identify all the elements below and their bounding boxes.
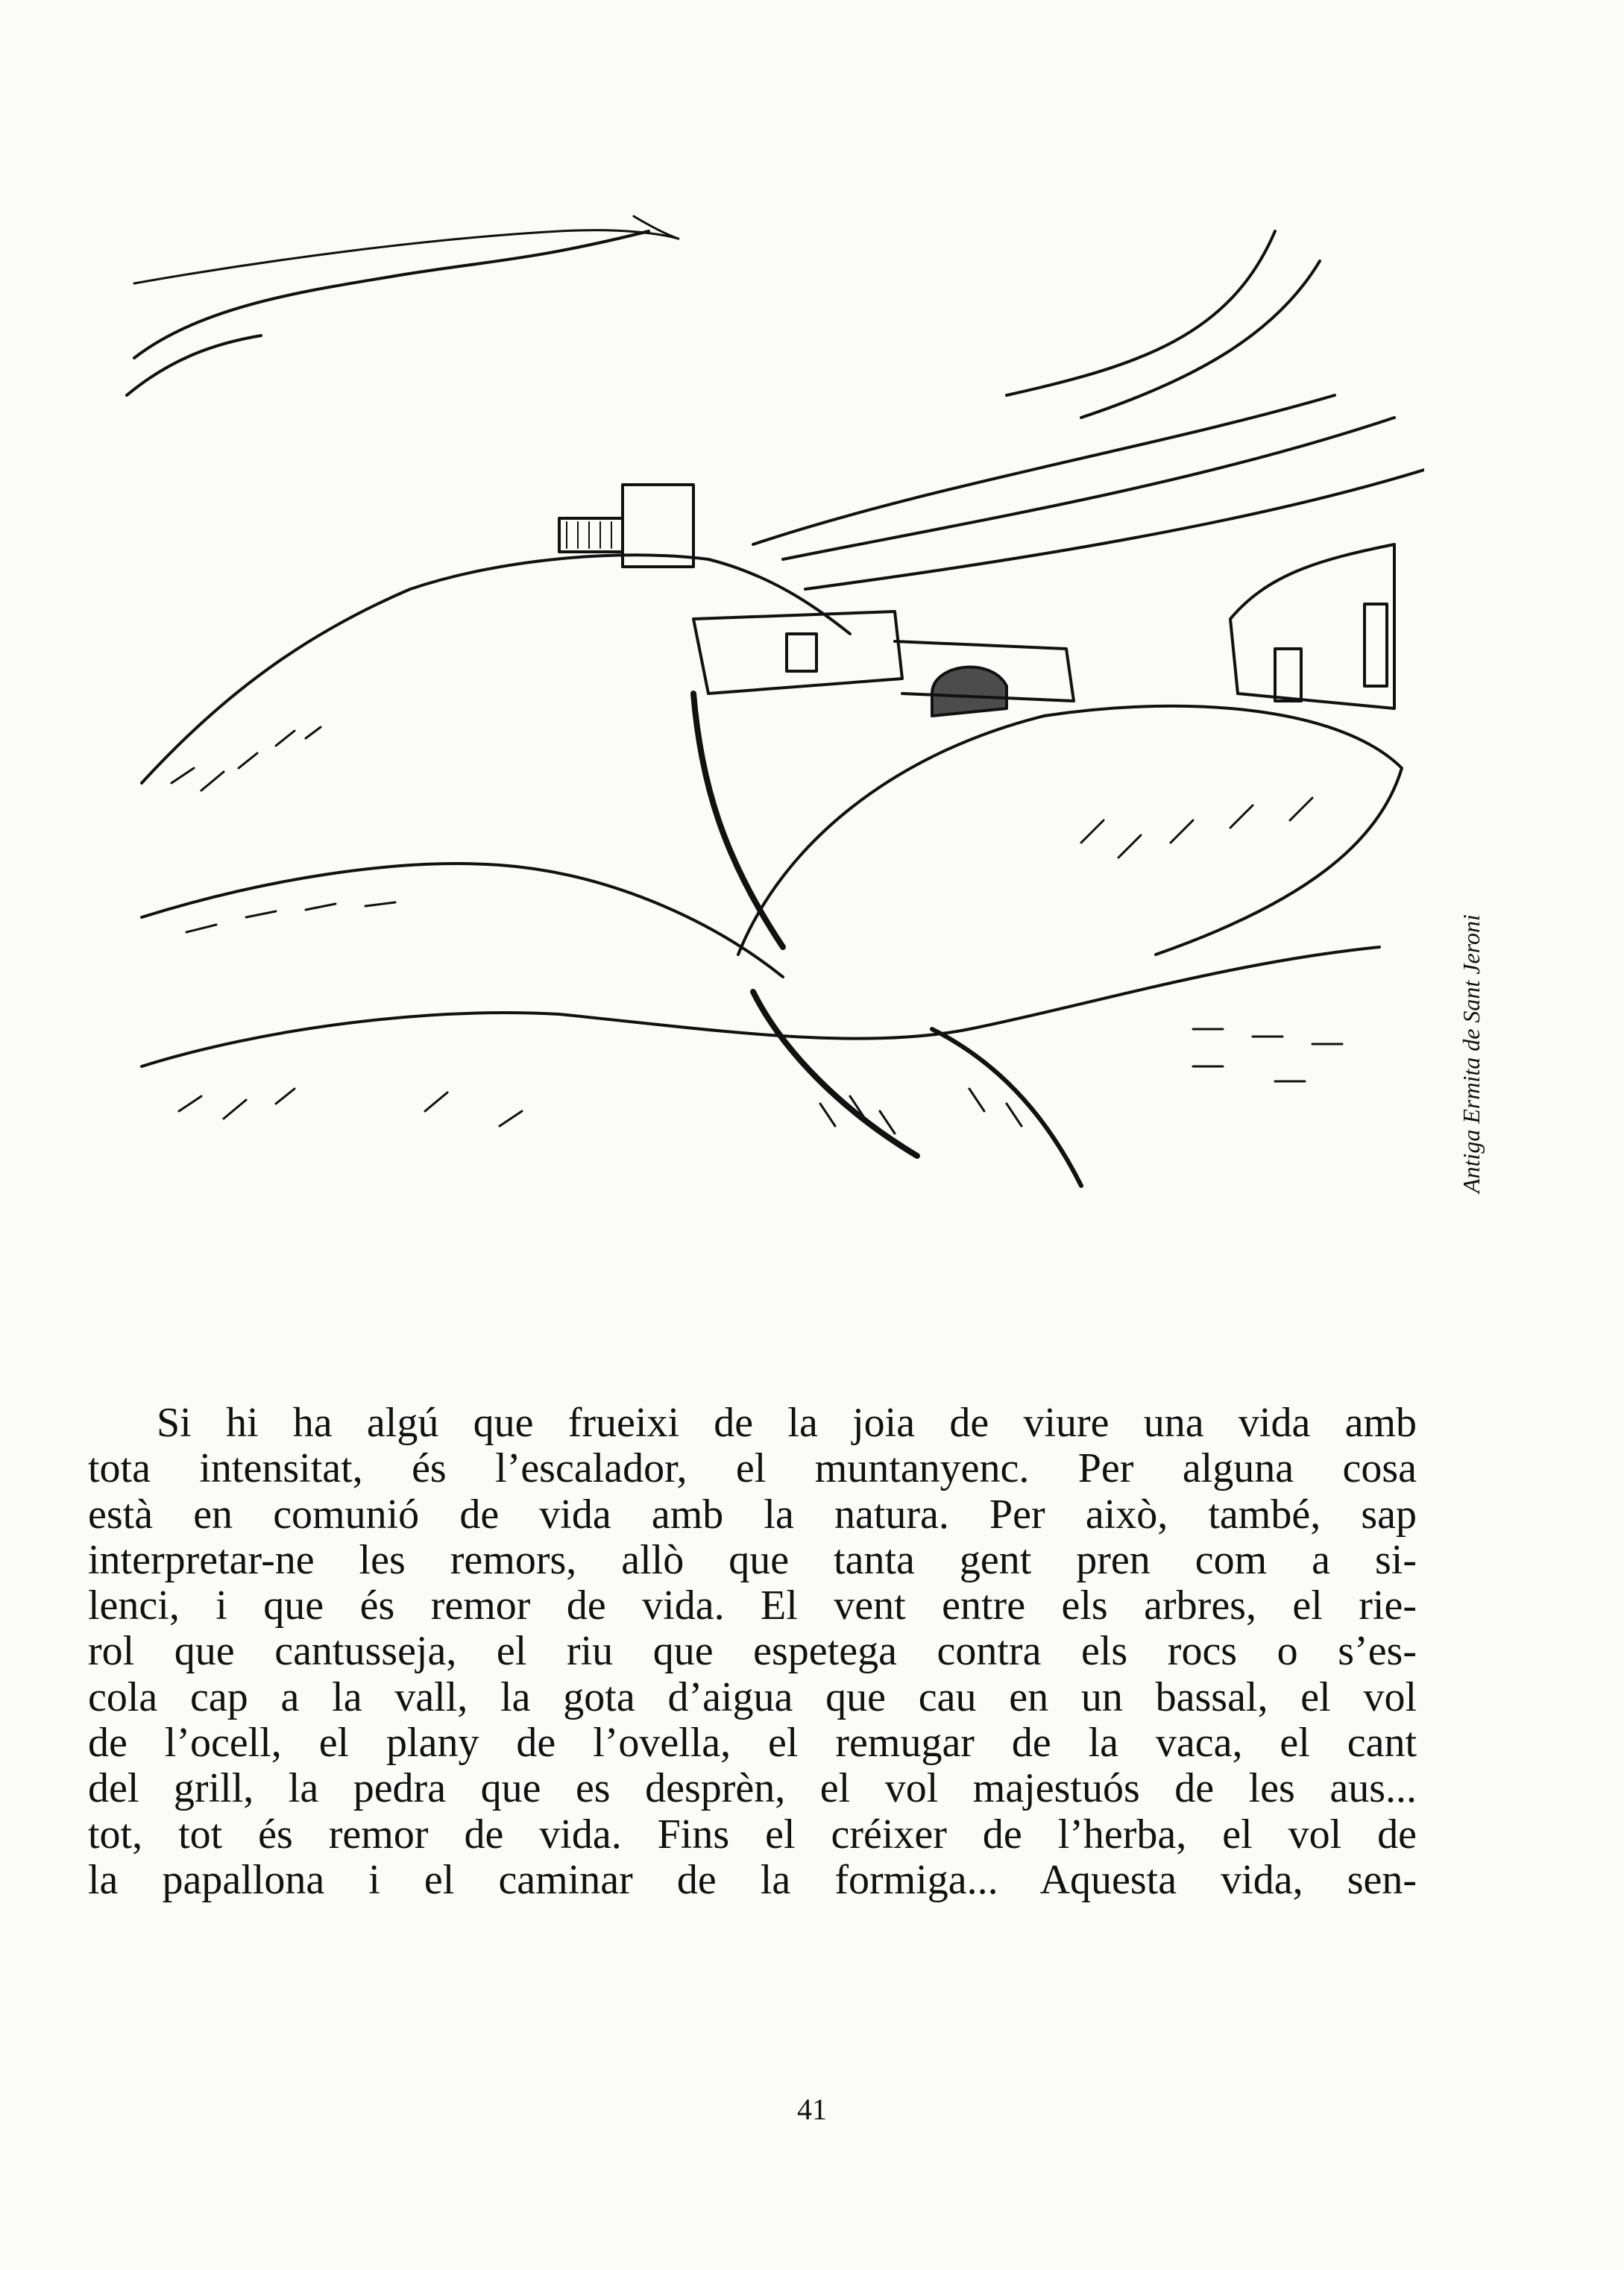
text-line: tot, tot és remor de vida. Fins el créixer de l’herba, el vol de	[88, 1811, 1417, 1858]
illustration-caption: Antiga Ermita de Sant Jeroni	[1458, 914, 1485, 1193]
text-line: interpretar-ne les remors, allò que tanta gent pren com a si-	[88, 1536, 1417, 1583]
hermitage-sketch-icon	[112, 172, 1424, 1216]
text-line: està en comunió de vida amb la natura. Per això, també, sap	[88, 1491, 1417, 1538]
text-line: tota intensitat, és l’escalador, el muntanyenc. Per alguna cosa	[88, 1445, 1417, 1492]
text-line: la papallona i el caminar de la formiga... Aquesta vida, sen-	[88, 1856, 1417, 1903]
text-line: del grill, la pedra que es desprèn, el vol majestuós de les aus...	[88, 1765, 1417, 1812]
hermitage-illustration	[112, 172, 1424, 1216]
text-line: Si hi ha algú que frueixi de la joia de viure una vida amb	[157, 1400, 1417, 1446]
page-number: 41	[797, 2093, 827, 2126]
body-paragraph	[88, 1400, 1417, 1903]
text-line: rol que cantusseja, el riu que espetega contra els rocs o s’es-	[88, 1628, 1417, 1675]
text-line: de l’ocell, el plany de l’ovella, el remugar de la vaca, el cant	[88, 1720, 1417, 1767]
text-line: cola cap a la vall, la gota d’aigua que cau en un bassal, el vol	[88, 1673, 1417, 1720]
text-line: lenci, i que és remor de vida. El vent entre els arbres, el rie-	[88, 1582, 1417, 1629]
